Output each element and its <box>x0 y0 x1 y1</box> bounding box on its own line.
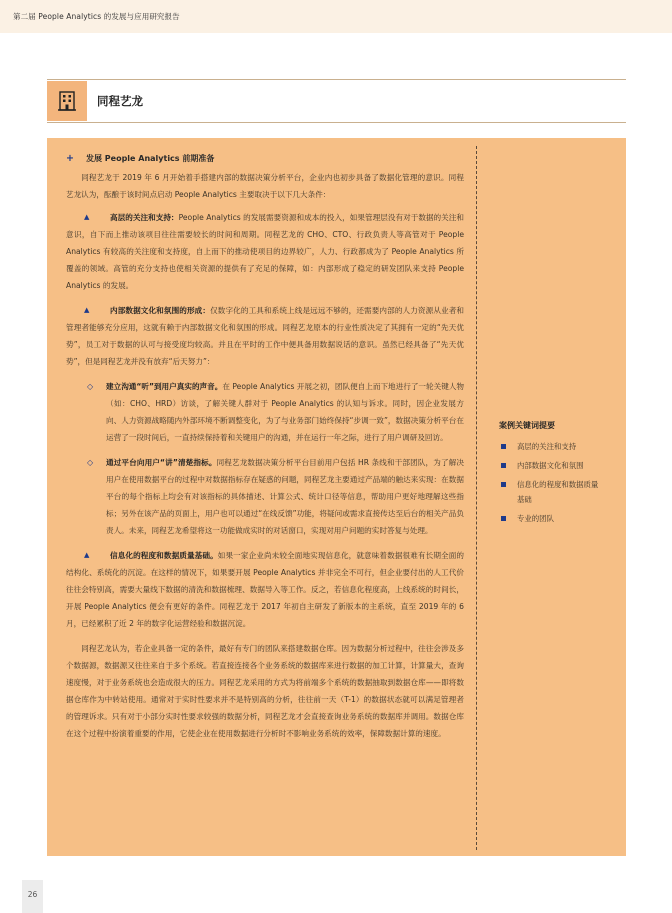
condition-text: 如果一家企业尚未较全面地实现信息化，就意味着数据很难有长期全面的结构化、系统化的沉淀。在这样的情况下，如果要开展 People Analytics 并非完全不可行，但企业要付出的人工代价往往会特别高，需要大量线下数据的清洗和数据梳理、数据导入等工作。反之，若信息化程度高，上线系统的时间长，开展 People Analytics 便会有更好的条件。同程艺龙于 2017 年初自主研发了新版本的主系统，直至 2019 年的 6 月，已经累积了近 2 年的数字化运营经验和数据沉淀。 <box>66 551 465 628</box>
sub-item-title: 通过平台向用户“讲”清楚指标。 <box>106 458 217 467</box>
sub-item <box>86 454 464 539</box>
main-content <box>66 150 464 748</box>
sidebar-keyword-text: 专业的团队 <box>517 514 554 523</box>
sub-item-text: 同程艺龙数据决策分析平台目前用户包括 HR 条线和干部团队，为了解决用户在使用数据平台的过程中对数据指标存在疑惑的问题，同程艺龙主要通过产品端的触达来实现：在数据平台的每个指标上均会有对该指标的具体描述、计算公式、统计口径等信息，帮助用户更好地理解这些指标；另外在该产品的页面上，用户也可以通过“在线反馈”功能，将疑问或需求直接传达至后台的相关产品负责人。未来，同程艺龙希望将这一功能做成实时的对话窗口，实现对用户问题的实时答复与处理。 <box>106 458 465 535</box>
condition-title: 信息化的程度和数据质量基础。 <box>110 551 218 560</box>
diamond-bullet-icon: ◇ <box>87 382 94 391</box>
diamond-bullet-icon: ◇ <box>87 458 94 467</box>
square-bullet-icon <box>501 516 506 521</box>
condition-title: 内部数据文化和氛围的形成： <box>110 306 211 315</box>
building-icon <box>57 90 77 112</box>
sidebar-title: 案例关键词提要 <box>499 421 555 430</box>
sidebar-keyword <box>499 458 599 473</box>
page-header <box>0 0 672 33</box>
square-bullet-icon <box>501 463 506 468</box>
sidebar-keyword <box>499 439 599 454</box>
square-bullet-icon <box>501 444 506 449</box>
header-title: 第二届 People Analytics 的发展与应用研究报告 <box>13 12 180 21</box>
condition-text: People Analytics 的发展需要资源和成本的投入，如果管理层没有对于数据的关注和意识，自下而上推动该项目往往需要较长的时间和周期。同程艺龙的 CHO、CTO、行政负责人等高管对于 People Analytics 有较高的关注度和支持度，自上而下的推动使项目的边界较广，人力、行政都成为了 People Analytics 所覆盖的领域。高管的充分支持也使相关资源的提供有了充足的保障，如：内部形成了稳定的研发团队来支持 People Analytics 的发展。 <box>66 213 465 290</box>
intro-paragraph: 同程艺龙于 2019 年 6 月开始着手搭建内部的数据决策分析平台，企业内也初步具备了数据化管理的意识。同程艺龙认为，酝酿于该时间点启动 People Analytics 主要取决于以下几大条件： <box>66 173 464 199</box>
subsection-heading-text: 发展 People Analytics 前期准备 <box>86 154 215 163</box>
sidebar-keyword-text: 高层的关注和支持 <box>517 442 577 451</box>
page-number: 26 <box>22 880 43 913</box>
sidebar-keyword <box>499 477 599 507</box>
condition-text: 仅数字化的工具和系统上线是远远不够的，还需要内部的人力资源从业者和管理者能够充分应用，这就有赖于内部数据文化和氛围的形成。同程艺龙原本的行业性质决定了其拥有一定的“先天优势”，员工对于数据的认可与接受度均较高。并且在平时的工作中便具备用数据说话的意识。虽然已经具备了“先天优势”，但是同程艺龙并没有放弃“后天努力”： <box>66 306 465 366</box>
triangle-bullet-icon: ▲ <box>84 551 90 559</box>
square-bullet-icon <box>501 482 506 487</box>
sub-item-text: 在 People Analytics 开展之初，团队便自上而下地进行了一轮关键人物（如：CHO、HRD）访谈，了解关键人群对于 People Analytics 的认知与诉求。同时，因企业发展方向、人力资源战略随内外部环境不断调整变化，为了与业务部门始终保持“步调一致”，数据决策分析平台在运营了一段时间后，一直持续保持着和关键用户的沟通，并在运行一年之际，进行了用户调研及回访。 <box>106 382 465 442</box>
plus-icon: + <box>66 153 74 164</box>
subsection-heading <box>66 150 464 167</box>
closing-paragraph: 同程艺龙认为，若企业具备一定的条件，最好有专门的团队来搭建数据仓库。因为数据分析过程中，往往会涉及多个数据源，数据源又往往来自于多个系统。若直接连接各个业务系统的数据库来进行数据的加工计算，计算量大，查询速度慢，对于业务系统也会造成很大的压力。同程艺龙采用的方式为将前端多个系统的数据抽取到数据仓库——即将数据仓库作为中转站使用。通常对于实时性要求并不是特别高的分析，往往前一天（T-1）的数据状态就可以满足管理者的管理诉求。只有对于小部分实时性要求较强的数据分析，同程艺龙才会直接查询业务系统的数据库并调用。数据仓库在这个过程中扮演着重要的作用，它使企业在使用数据进行分析时不影响业务系统的效率，保障数据计算的速度。 <box>66 644 464 738</box>
sidebar-keyword-text: 信息化的程度和数据质量基础 <box>517 480 599 504</box>
sidebar-keyword <box>499 511 599 526</box>
sub-item-title: 建立沟通“听”到用户真实的声音。 <box>106 382 223 391</box>
sub-item-list <box>66 378 464 539</box>
condition-title: 高层的关注和支持： <box>110 213 179 222</box>
condition-item <box>66 547 464 632</box>
sub-item <box>86 378 464 446</box>
condition-item <box>66 302 464 370</box>
section-title: 同程艺龙 <box>97 94 143 108</box>
triangle-bullet-icon: ▲ <box>84 213 90 221</box>
triangle-bullet-icon: ▲ <box>84 306 90 314</box>
section-icon-box <box>47 81 87 121</box>
panel-divider <box>476 146 477 850</box>
condition-item <box>66 209 464 294</box>
sidebar-keyword-text: 内部数据文化和氛围 <box>517 461 584 470</box>
keywords-sidebar <box>499 420 599 530</box>
section-rule-bottom <box>47 122 626 123</box>
section-rule-top <box>47 79 626 80</box>
